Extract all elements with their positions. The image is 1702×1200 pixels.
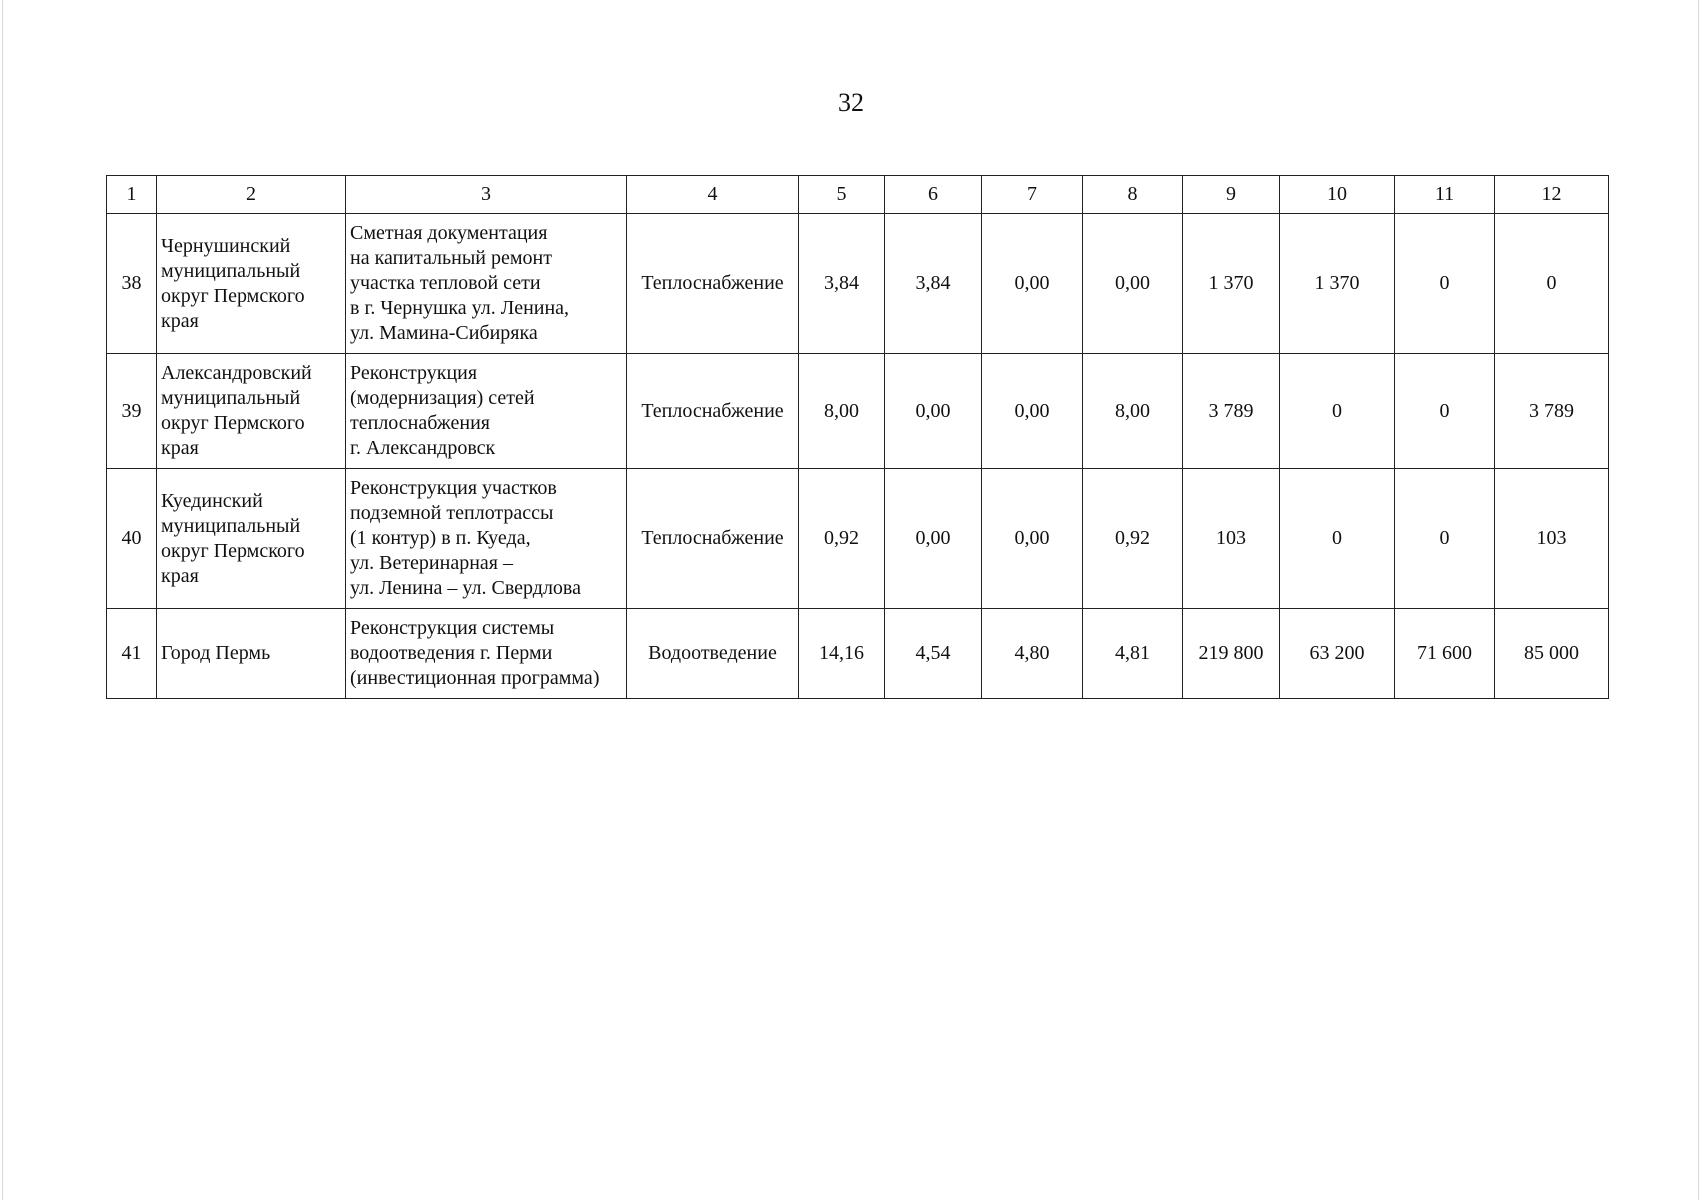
value-cell: 3,84	[885, 214, 982, 354]
scan-edge-left	[2, 0, 3, 1200]
row-number: 38	[107, 214, 157, 354]
column-number: 10	[1280, 176, 1395, 214]
value-cell: 4,81	[1083, 609, 1183, 699]
project-cell: Сметная документация на капитальный ремонт участка тепловой сети в г. Чернушка ул. Ленина, ул. Мамина-Сибиряка	[346, 214, 627, 354]
sector-cell: Теплоснабжение	[627, 214, 799, 354]
sector-cell: Водоотведение	[627, 609, 799, 699]
value-cell: 0,00	[885, 354, 982, 469]
column-number: 11	[1395, 176, 1495, 214]
value-cell: 8,00	[1083, 354, 1183, 469]
column-number: 5	[799, 176, 885, 214]
column-number: 12	[1495, 176, 1609, 214]
row-number: 41	[107, 609, 157, 699]
value-cell: 0	[1280, 354, 1395, 469]
value-cell: 219 800	[1183, 609, 1280, 699]
value-cell: 3,84	[799, 214, 885, 354]
project-cell: Реконструкция (модернизация) сетей теплоснабжения г. Александровск	[346, 354, 627, 469]
table-row	[107, 214, 1609, 354]
column-number: 7	[982, 176, 1083, 214]
value-cell: 8,00	[799, 354, 885, 469]
municipality-cell: Куединский муниципальный округ Пермского края	[157, 469, 346, 609]
value-cell: 71 600	[1395, 609, 1495, 699]
table-row	[107, 609, 1609, 699]
value-cell: 0,00	[885, 469, 982, 609]
municipality-cell: Александровский муниципальный округ Пермского края	[157, 354, 346, 469]
value-cell: 103	[1495, 469, 1609, 609]
value-cell: 63 200	[1280, 609, 1395, 699]
sector-cell: Теплоснабжение	[627, 354, 799, 469]
value-cell: 0	[1395, 214, 1495, 354]
column-number: 4	[627, 176, 799, 214]
value-cell: 0,92	[799, 469, 885, 609]
value-cell: 4,80	[982, 609, 1083, 699]
column-number: 8	[1083, 176, 1183, 214]
page-number: 32	[838, 88, 864, 117]
table-row	[107, 354, 1609, 469]
data-table	[106, 175, 1609, 699]
value-cell: 0,00	[982, 469, 1083, 609]
row-number: 39	[107, 354, 157, 469]
column-number: 9	[1183, 176, 1280, 214]
municipality-cell: Город Пермь	[157, 609, 346, 699]
scan-edge-right	[1698, 0, 1699, 1200]
column-number: 2	[157, 176, 346, 214]
column-number-row	[107, 176, 1609, 214]
value-cell: 0,00	[982, 354, 1083, 469]
table-row	[107, 469, 1609, 609]
value-cell: 14,16	[799, 609, 885, 699]
value-cell: 3 789	[1183, 354, 1280, 469]
value-cell: 1 370	[1183, 214, 1280, 354]
municipality-cell: Чернушинский муниципальный округ Пермского края	[157, 214, 346, 354]
value-cell: 0,00	[1083, 214, 1183, 354]
value-cell: 0,00	[982, 214, 1083, 354]
value-cell: 0	[1280, 469, 1395, 609]
value-cell: 85 000	[1495, 609, 1609, 699]
project-cell: Реконструкция участков подземной теплотрассы (1 контур) в п. Куеда, ул. Ветеринарная – ул. Ленина – ул. Свердлова	[346, 469, 627, 609]
value-cell: 103	[1183, 469, 1280, 609]
column-number: 1	[107, 176, 157, 214]
value-cell: 3 789	[1495, 354, 1609, 469]
value-cell: 4,54	[885, 609, 982, 699]
value-cell: 1 370	[1280, 214, 1395, 354]
sector-cell: Теплоснабжение	[627, 469, 799, 609]
value-cell: 0	[1495, 214, 1609, 354]
value-cell: 0	[1395, 469, 1495, 609]
value-cell: 0	[1395, 354, 1495, 469]
column-number: 6	[885, 176, 982, 214]
value-cell: 0,92	[1083, 469, 1183, 609]
column-number: 3	[346, 176, 627, 214]
project-cell: Реконструкция системы водоотведения г. Перми (инвестиционная программа)	[346, 609, 627, 699]
row-number: 40	[107, 469, 157, 609]
